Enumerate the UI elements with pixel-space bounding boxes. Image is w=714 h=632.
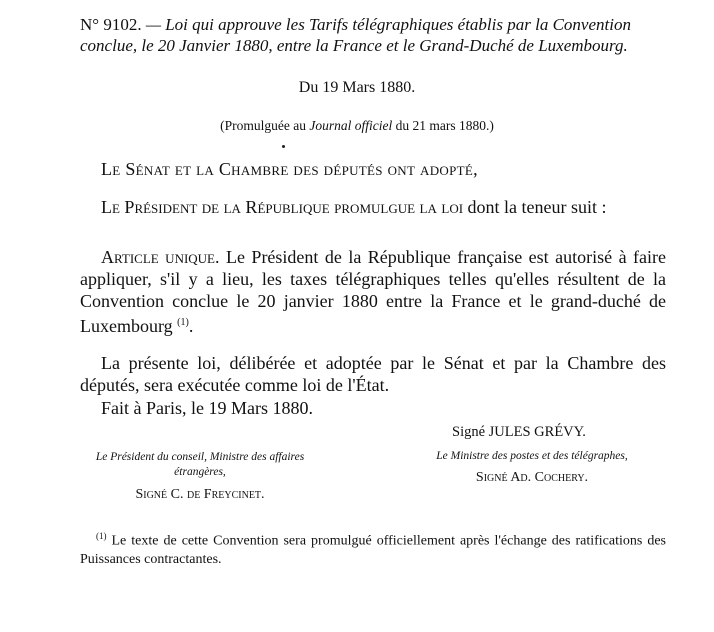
- foreign-minister-signature: Signé C. de Freycinet.: [135, 487, 265, 502]
- president-rest: dont la teneur suit :: [463, 197, 607, 217]
- article-end: .: [188, 316, 194, 336]
- promulgation-after: du 21 mars 1880.): [392, 118, 494, 133]
- promulgation-journal: Journal officiel: [309, 118, 393, 133]
- foreign-minister-title: Le Président du conseil, Ministre des affaires étrangères,: [95, 451, 305, 478]
- postal-minister-title: Le Ministre des postes et des télégraphes,: [436, 450, 628, 462]
- footnote: [80, 527, 666, 569]
- president-paragraph: [80, 196, 680, 218]
- law-number: N° 9102.: [80, 15, 142, 34]
- promulgation-note: [0, 118, 714, 134]
- law-date: Du 19 Mars 1880.: [298, 79, 416, 96]
- footnote-reference: (1): [177, 317, 189, 328]
- done-at-paris: Fait à Paris, le 19 Mars 1880.: [101, 398, 313, 418]
- postal-minister-signature: Signé Ad. Cochery.: [475, 470, 589, 485]
- law-title: — Loi qui approuve les Tarifs télégraphiques établis par la Convention conclue, le 20 Janvier 1880, entre la France et le Grand-Duché de Luxembourg.: [80, 15, 631, 55]
- footnote-text: Le texte de cette Convention sera promulgué officiellement après l'échange des ratifications des Puissances contractantes.: [80, 533, 666, 567]
- president-promulgates: Le Président de la République promulgue la loi: [101, 197, 464, 217]
- article-label: Article unique.: [101, 247, 220, 267]
- footnote-marker: (1): [96, 531, 107, 541]
- senate-chamber-paragraph: Le Sénat et la Chambre des députés ont adopté,: [101, 159, 478, 179]
- law-heading: [80, 14, 680, 56]
- execution-paragraph: La présente loi, délibérée et adoptée par le Sénat et par la Chambre des députés, sera exécutée comme loi de l'État.: [80, 353, 666, 395]
- article-text: Le Président de la République française est autorisé à faire appliquer, s'il y a lieu, les taxes télégraphiques telles qu'elles résultent de la Convention conclue le 20 janvier 1880 entre la France et le grand-duché de Luxembourg: [80, 247, 666, 336]
- president-signature: Signé JULES GRÉVY.: [452, 424, 586, 440]
- promulgation-before: (Promulguée au: [220, 118, 310, 133]
- ink-dot: [282, 145, 285, 148]
- article-paragraph: [80, 246, 666, 337]
